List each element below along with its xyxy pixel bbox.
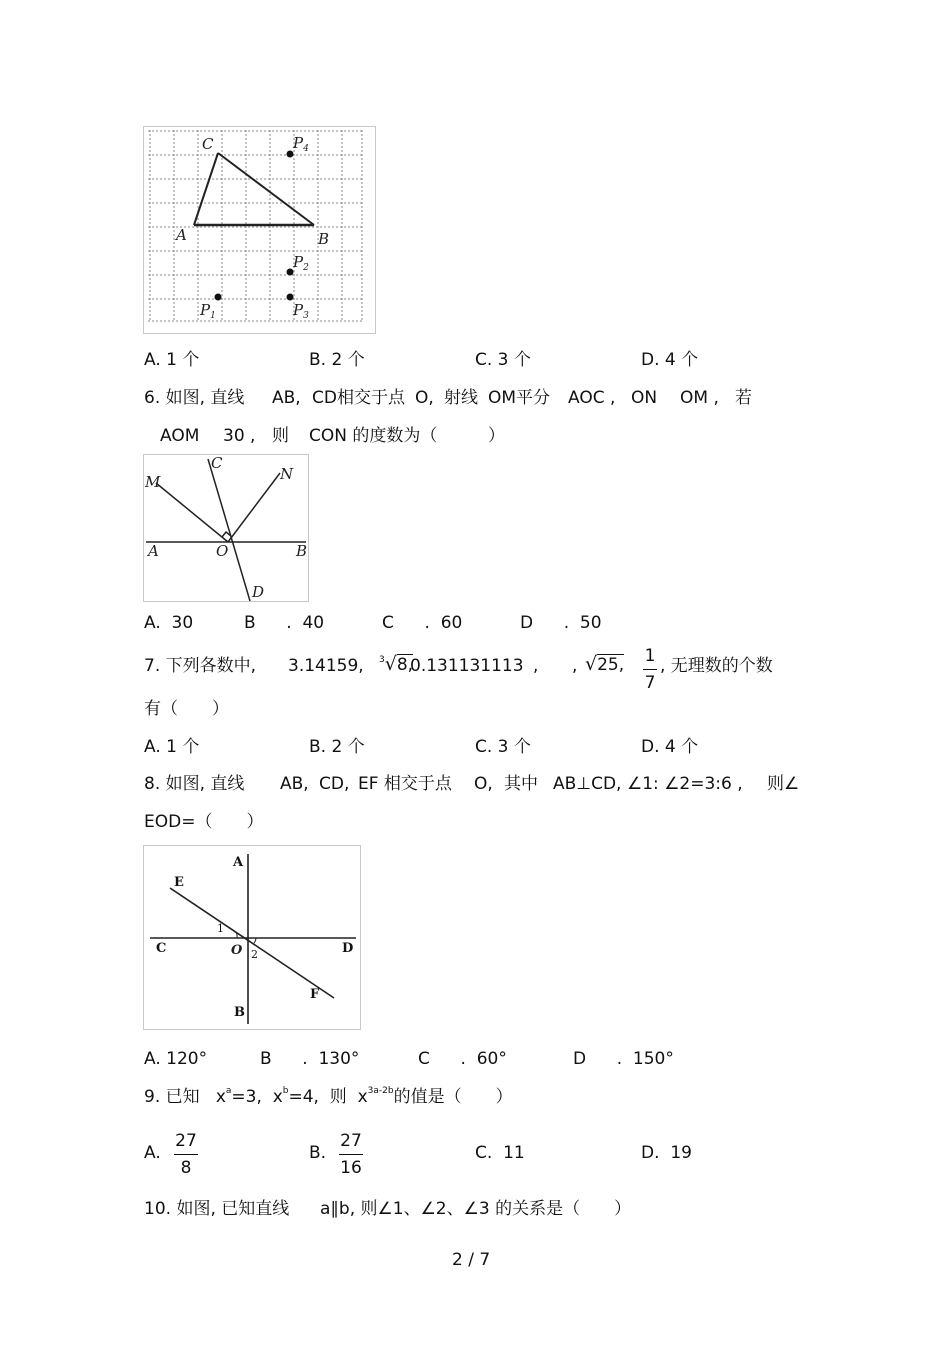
q7-suffix: , 无理数的个数 (660, 656, 773, 676)
q8-text-7: AB⊥CD, (553, 774, 622, 794)
q6-text-13: 则 (272, 426, 289, 446)
q7-line2: 有（ ） (144, 699, 229, 719)
q5-option-c: C. 3 个 (475, 350, 531, 370)
q7-fraction: 1 7 (644, 646, 656, 693)
q9-text: 9. 已知 $x^a=3$, $x^b=4$, 则 $x^{3a-2b}$的值是（ ） (144, 1086, 513, 1107)
label-c: C (156, 941, 167, 956)
label-c: C (211, 455, 223, 472)
q7-option-b: B. 2 个 (309, 737, 365, 757)
q8-text-3: CD, (319, 774, 350, 794)
q7-cbrt: $^3$√8, (379, 653, 414, 675)
label-o: O (231, 943, 243, 958)
q6-text-4: O, (415, 388, 434, 408)
label-f: F (310, 987, 320, 1002)
q8-line2: EOD=（ ） (144, 812, 264, 832)
q8-option-d: D . 150° (573, 1049, 674, 1069)
q6-text-12: 30 , (223, 426, 256, 446)
q8-option-a: A. 120° (144, 1049, 208, 1069)
q7-comma1: , (533, 656, 539, 676)
q8-text-2: AB, (280, 774, 309, 794)
q10-text-2: a∥b, 则∠1、∠2、∠3 的关系是（ ） (320, 1199, 632, 1219)
label-p1: $P_1$ (200, 301, 216, 321)
q6-text-1: 6. 如图, 直线 (144, 388, 245, 408)
label-b: B (318, 230, 330, 248)
q8-figure (143, 845, 361, 1030)
triangle-abc (194, 153, 314, 225)
q6-option-d: D . 50 (520, 613, 602, 633)
point-p1 (215, 294, 222, 301)
label-1: 1 (217, 922, 224, 935)
q7-option-c: C. 3 个 (475, 737, 531, 757)
q9-option-a-fraction: 27 8 (175, 1131, 197, 1178)
label-a: A (148, 542, 159, 560)
q7-prefix: 7. 下列各数中, (144, 656, 257, 676)
label-n: N (280, 465, 294, 483)
q8-text-9: 则∠ (767, 774, 800, 794)
q8-text-1: 8. 如图, 直线 (144, 774, 245, 794)
page-number: 2 / 7 (452, 1250, 491, 1270)
q5-option-b: B. 2 个 (309, 350, 365, 370)
q9-option-b-fraction: 27 16 (340, 1131, 362, 1178)
q10-text-1: 10. 如图, 已知直线 (144, 1199, 290, 1219)
q8-text-6: 其中 (504, 774, 538, 794)
q7-option-a: A. 1 个 (144, 737, 200, 757)
q9-option-b-letter: B. (309, 1143, 327, 1163)
q6-option-b: B . 40 (244, 613, 325, 633)
label-d: D (252, 583, 265, 601)
label-c: C (202, 135, 214, 153)
angle-1-arc (236, 932, 237, 938)
q5-option-d: D. 4 个 (641, 350, 699, 370)
q6-text-14: CON 的度数为（ (309, 426, 438, 446)
q8-text-4: EF 相交于点 (358, 774, 452, 794)
ray-on (228, 473, 280, 542)
label-o: O (216, 542, 229, 560)
q7-comma2: , (572, 656, 578, 676)
label-e: E (174, 875, 184, 890)
label-a: A (176, 226, 187, 244)
label-b: B (234, 1005, 245, 1020)
q5-option-a: A. 1 个 (144, 350, 200, 370)
label-p3: $P_3$ (293, 301, 309, 321)
label-d: D (342, 941, 354, 956)
q8-option-b: B . 130° (260, 1049, 360, 1069)
q8-text-5: O, (474, 774, 493, 794)
label-2: 2 (251, 948, 258, 961)
q6-text-9: OM , (680, 388, 719, 408)
q5-grid-figure (143, 126, 376, 334)
q6-figure (143, 454, 309, 602)
q9-option-c: C. 11 (475, 1143, 525, 1163)
q6-option-a: A. 30 (144, 613, 194, 633)
q8-text-8: ∠1: ∠2=3:6 , (627, 774, 743, 794)
label-p2: $P_2$ (293, 253, 309, 273)
line-ef (170, 888, 334, 998)
q8-option-c: C . 60° (418, 1049, 507, 1069)
q6-text-5: 射线 (444, 388, 478, 408)
point-p3 (287, 294, 294, 301)
q9-option-a-letter: A. (144, 1143, 161, 1163)
q7-num1: 3.14159, (288, 656, 364, 676)
label-m: M (145, 473, 161, 491)
q6-text-2: AB, (272, 388, 301, 408)
label-a: A (233, 855, 244, 870)
q6-text-11: AOM (160, 426, 200, 446)
q6-text-15: ） (488, 426, 505, 446)
q6-text-8: ON (631, 388, 658, 408)
q9-option-d: D. 19 (641, 1143, 692, 1163)
label-b: B (296, 542, 308, 560)
label-p4: $P_4$ (293, 134, 309, 154)
q6-text-3: CD相交于点 (312, 388, 405, 408)
q6-text-6: OM平分 (488, 388, 551, 408)
q7-sqrt: √25, (585, 653, 625, 675)
q6-option-c: C . 60 (382, 613, 463, 633)
q7-num3: 0.131131113 (410, 656, 524, 676)
q6-text-10: 若 (735, 388, 752, 408)
q7-option-d: D. 4 个 (641, 737, 699, 757)
q6-text-7: AOC , (568, 388, 616, 408)
